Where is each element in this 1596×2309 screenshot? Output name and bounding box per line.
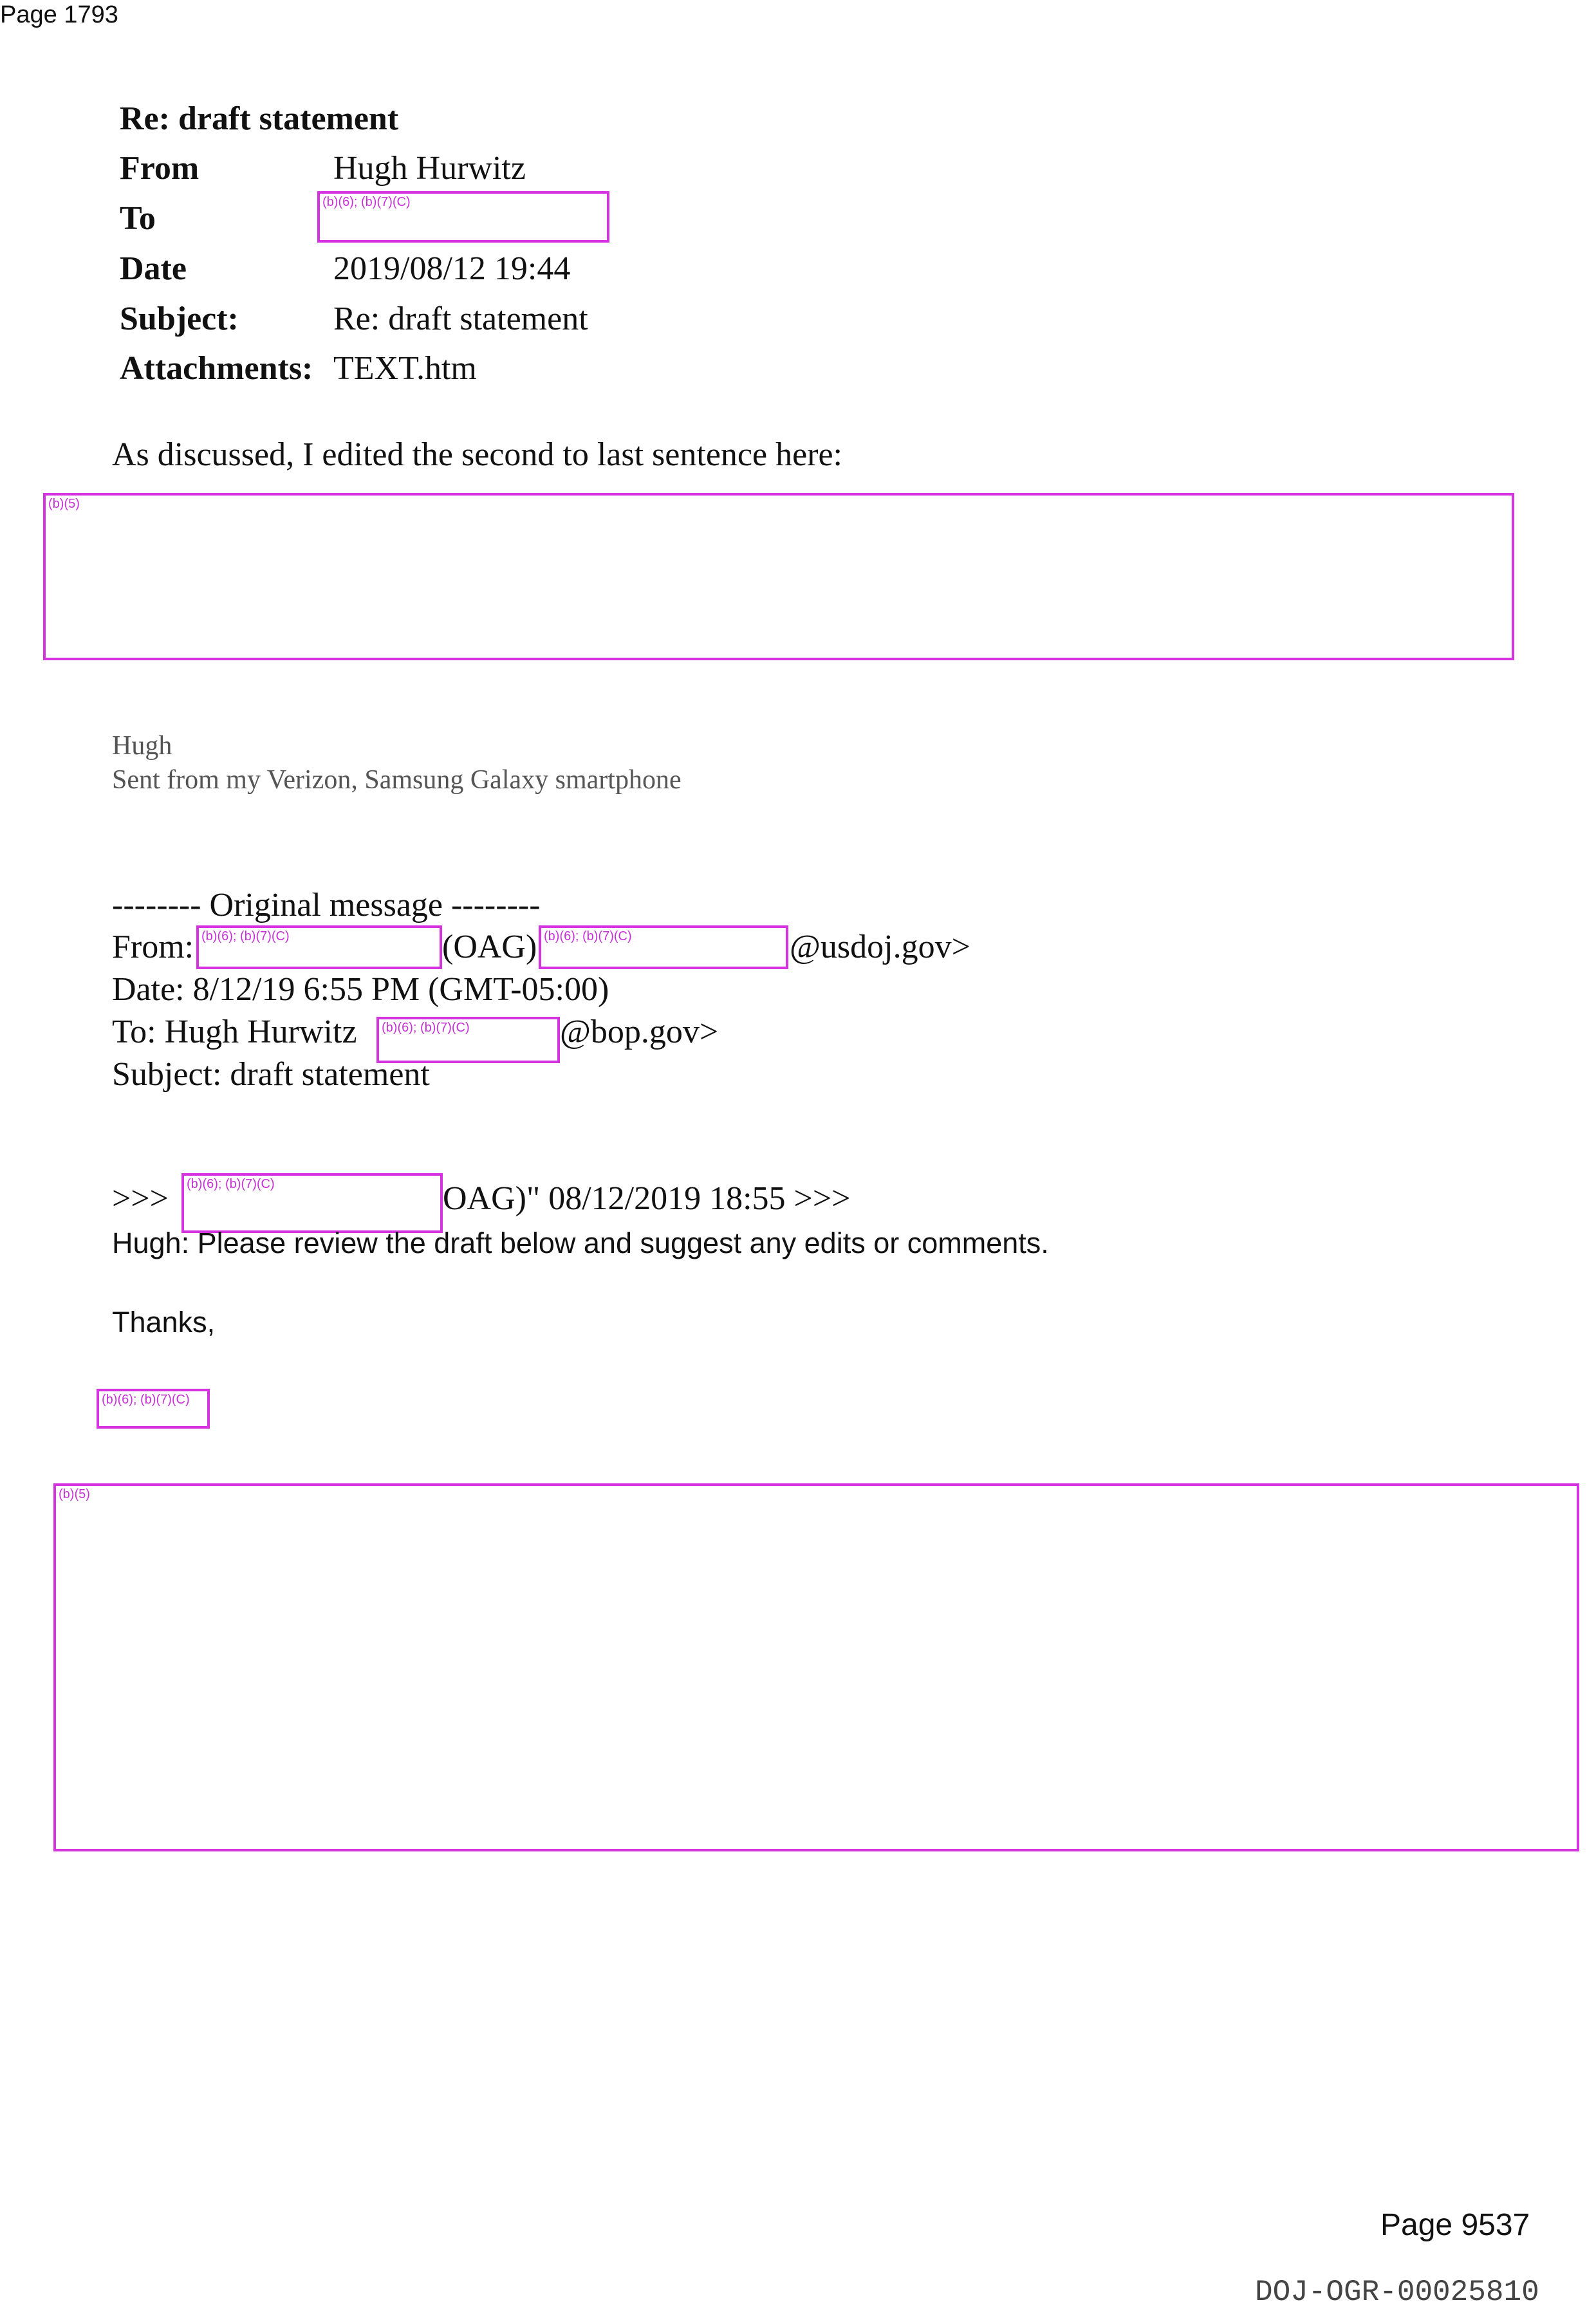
redaction-code: (b)(5) bbox=[48, 497, 80, 511]
date-value: 2019/08/12 19:44 bbox=[333, 250, 571, 287]
redaction-code: (b)(6); (b)(7)(C) bbox=[102, 1393, 190, 1407]
to-label: To bbox=[120, 200, 156, 237]
orig-to-suffix: @bop.gov> bbox=[560, 1014, 719, 1050]
redaction-code: (b)(6); (b)(7)(C) bbox=[201, 929, 290, 943]
signature-name: Hugh bbox=[112, 731, 172, 761]
attachments-value: TEXT.htm bbox=[333, 350, 477, 387]
subject-label: Subject: bbox=[120, 301, 239, 337]
quoted-thanks: Thanks, bbox=[112, 1306, 216, 1339]
redaction-to bbox=[317, 191, 609, 243]
intro-text: As discussed, I edited the second to last sentence here: bbox=[112, 436, 842, 473]
redaction-block-b5-1 bbox=[43, 493, 1514, 660]
orig-from-suffix: @usdoj.gov> bbox=[790, 929, 970, 965]
redaction-code: (b)(6); (b)(7)(C) bbox=[544, 929, 632, 943]
attachments-label: Attachments: bbox=[120, 350, 313, 387]
quoted-arrows-prefix: >>> bbox=[112, 1180, 169, 1217]
subject-value: Re: draft statement bbox=[333, 301, 588, 337]
email-title: Re: draft statement bbox=[120, 100, 399, 137]
from-label: From bbox=[120, 150, 200, 187]
page-number: Page 9537 bbox=[1380, 2208, 1530, 2242]
redaction-code: (b)(6); (b)(7)(C) bbox=[187, 1177, 275, 1191]
orig-from-mid: (OAG) bbox=[442, 929, 537, 965]
page-label-top: Page 1793 bbox=[0, 1, 118, 28]
bates-number: DOJ-OGR-00025810 bbox=[1255, 2276, 1539, 2309]
redaction-code: (b)(5) bbox=[59, 1487, 90, 1501]
redaction-from-name bbox=[196, 925, 442, 969]
quoted-request: Hugh: Please review the draft below and suggest any edits or comments. bbox=[112, 1227, 1049, 1259]
orig-subject-line: Subject: draft statement bbox=[112, 1056, 430, 1093]
original-divider: -------- Original message -------- bbox=[112, 887, 541, 923]
orig-from-prefix: From: bbox=[112, 929, 194, 965]
orig-date-line: Date: 8/12/19 6:55 PM (GMT-05:00) bbox=[112, 971, 609, 1008]
date-label: Date bbox=[120, 250, 187, 287]
redaction-from-email bbox=[539, 925, 788, 969]
redaction-code: (b)(6); (b)(7)(C) bbox=[382, 1021, 470, 1035]
orig-to-prefix: To: Hugh Hurwitz bbox=[112, 1014, 357, 1050]
redaction-block-b5-2 bbox=[53, 1483, 1579, 1851]
redaction-signoff bbox=[97, 1389, 210, 1429]
redaction-code: (b)(6); (b)(7)(C) bbox=[322, 195, 411, 209]
from-value: Hugh Hurwitz bbox=[333, 150, 526, 187]
signature-sent: Sent from my Verizon, Samsung Galaxy smartphone bbox=[112, 765, 682, 795]
quoted-arrows-suffix: OAG)" 08/12/2019 18:55 >>> bbox=[443, 1180, 851, 1217]
redaction-quoted-sender bbox=[181, 1173, 443, 1233]
